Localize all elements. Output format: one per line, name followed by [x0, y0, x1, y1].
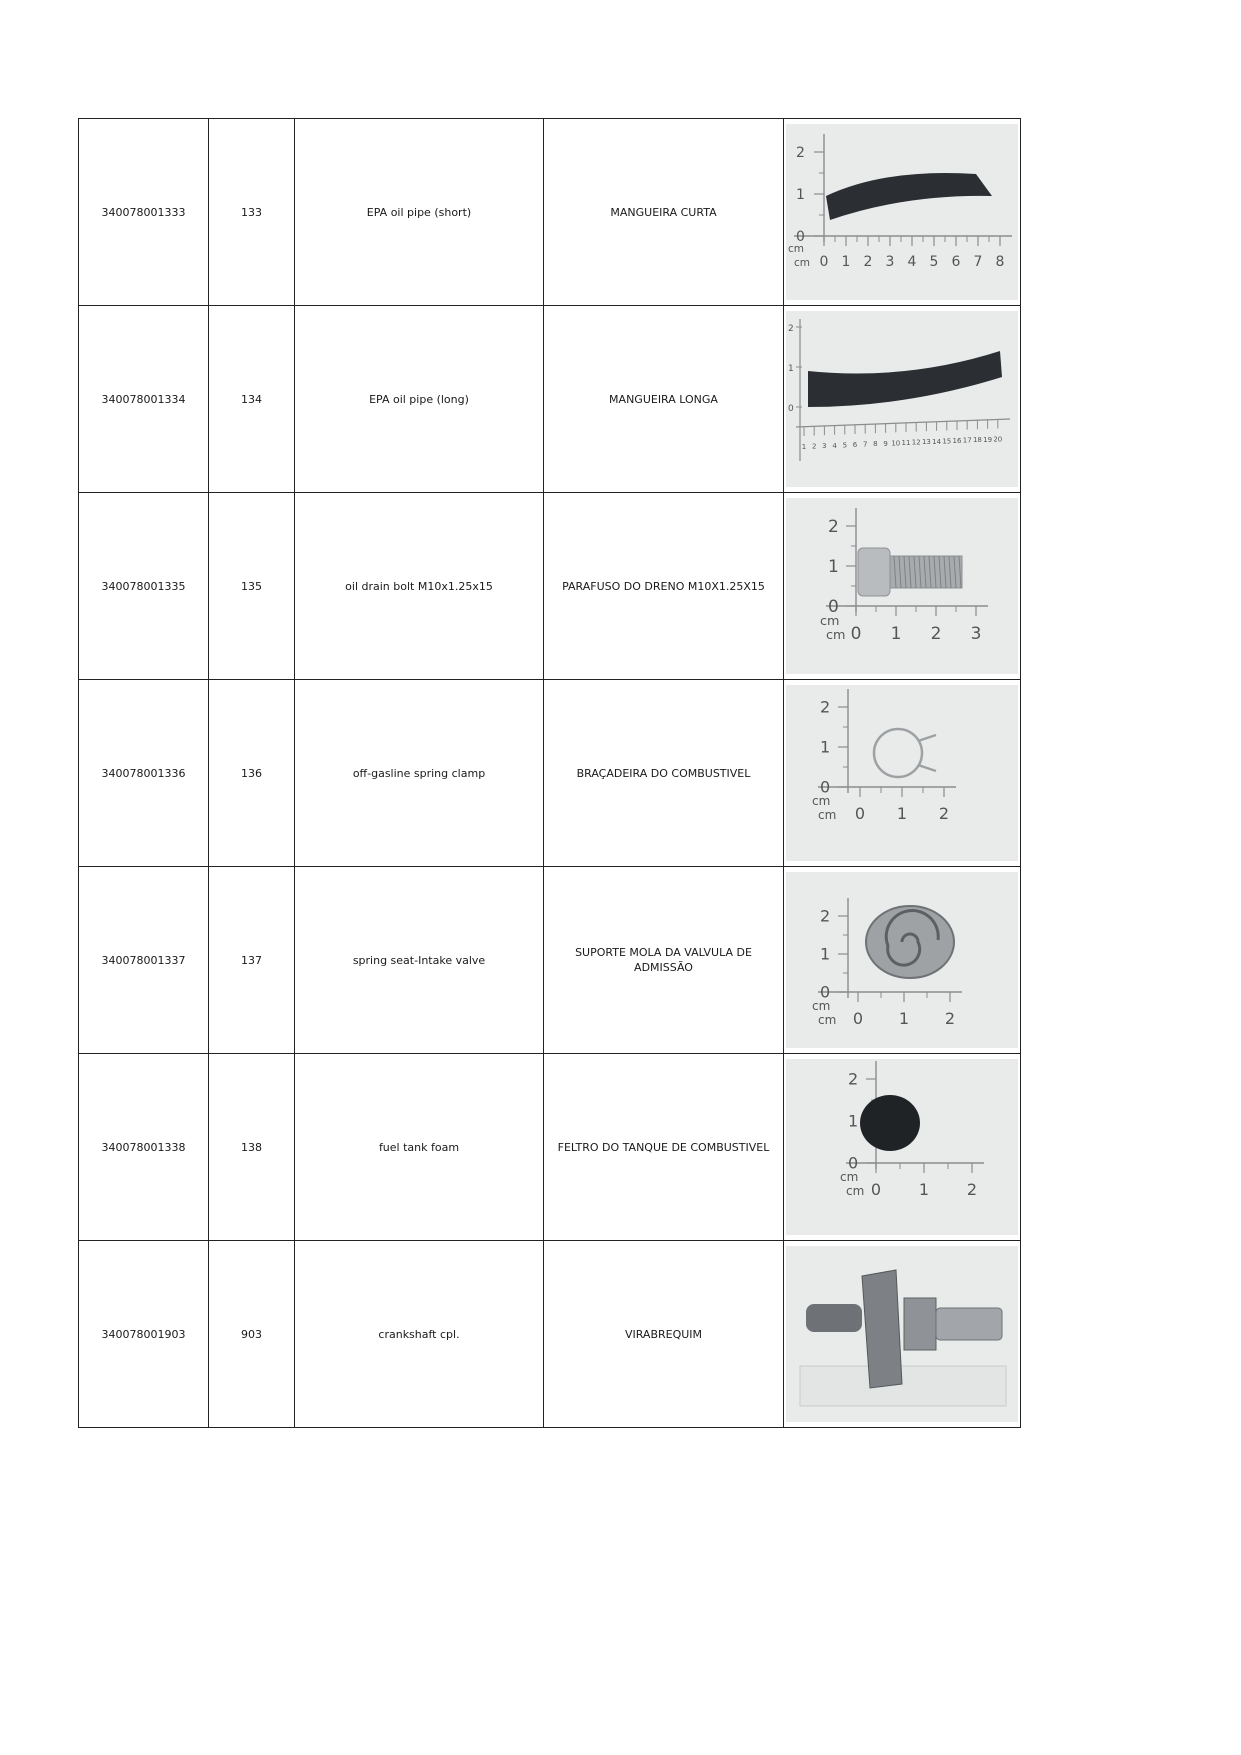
description-portuguese-cell: PARAFUSO DO DRENO M10X1.25X15: [544, 493, 784, 680]
part-number-cell: 340078001337: [79, 867, 209, 1054]
reference-number-cell: 903: [209, 1241, 295, 1428]
scale-bottom-label: 8: [873, 440, 878, 449]
part-photo-hose-long: [786, 311, 1018, 487]
scale-side-label: 2: [788, 324, 794, 334]
scale-bottom-label: 1: [841, 254, 851, 270]
bolt-head-image: [858, 548, 890, 596]
scale-bottom-label: 0: [852, 1009, 864, 1028]
scale-bottom-label: 0: [850, 624, 862, 644]
reference-number-cell: 133: [209, 119, 295, 306]
scale-bottom-label: 2: [938, 804, 950, 823]
scale-unit-label: cm: [812, 999, 831, 1013]
table-row: [79, 1241, 1021, 1428]
part-number-cell: 340078001335: [79, 493, 209, 680]
scale-bottom-label: 1: [896, 804, 908, 823]
part-number-cell: 340078001333: [79, 119, 209, 306]
scale-bottom-label: 2: [966, 1180, 978, 1199]
scale-unit-label: cm: [812, 794, 831, 808]
scale-bottom-label: 2: [944, 1009, 956, 1028]
scale-side-label: 0: [796, 229, 805, 245]
photo-grid-paper: [800, 1366, 1006, 1406]
scale-bottom-label: 5: [842, 441, 848, 450]
part-number-cell: 340078001336: [79, 680, 209, 867]
reference-number-cell: 138: [209, 1054, 295, 1241]
scale-side-label: 0: [788, 404, 794, 414]
scale-bottom-label: 0: [870, 1180, 882, 1199]
scale-unit-label: cm: [820, 614, 840, 629]
part-photo-cell: [784, 119, 1021, 306]
scale-unit-label: cm: [794, 257, 811, 269]
scale-bottom-label: 13: [921, 438, 931, 447]
scale-bottom-label: 12: [911, 438, 921, 447]
scale-bottom-label: 1: [898, 1009, 910, 1028]
scale-unit-label: cm: [840, 1170, 859, 1184]
scale-unit-label: cm: [818, 1013, 837, 1027]
photo-background: [786, 124, 1018, 300]
description-portuguese-cell: BRAÇADEIRA DO COMBUSTIVEL: [544, 680, 784, 867]
scale-bottom-label: 1: [918, 1180, 930, 1199]
scale-bottom-label: 4: [832, 441, 837, 450]
part-photo-foam: [786, 1059, 1018, 1235]
description-english-cell: oil drain bolt M10x1.25x15: [295, 493, 544, 680]
scale-bottom-label: 18: [972, 436, 982, 445]
scale-bottom-label: 10: [891, 439, 901, 448]
part-photo-cell: [784, 1241, 1021, 1428]
scale-bottom-label: 7: [862, 440, 868, 449]
scale-bottom-label: 1: [890, 624, 902, 644]
scale-bottom-label: 8: [995, 254, 1005, 270]
scale-bottom-label: 17: [962, 436, 972, 445]
crankshaft-shaft-left: [806, 1304, 862, 1332]
part-photo-clamp: [786, 685, 1018, 861]
table-row: [79, 493, 1021, 680]
scale-bottom-label: 15: [942, 437, 952, 446]
description-english-cell: off-gasline spring clamp: [295, 680, 544, 867]
scale-bottom-label: 0: [819, 254, 829, 270]
description-portuguese-cell: FELTRO DO TANQUE DE COMBUSTIVEL: [544, 1054, 784, 1241]
description-english-cell: crankshaft cpl.: [295, 1241, 544, 1428]
scale-bottom-label: 16: [952, 437, 962, 445]
part-photo-crankshaft: [786, 1246, 1018, 1422]
scale-side-label: 1: [828, 557, 839, 578]
scale-bottom-label: 3: [822, 442, 827, 451]
scale-side-label: 0: [848, 1153, 859, 1173]
part-photo-hose-short: [786, 124, 1018, 300]
scale-side-label: 2: [796, 145, 805, 161]
scale-bottom-label: 5: [929, 254, 939, 270]
description-english-cell: EPA oil pipe (short): [295, 119, 544, 306]
parts-table: [78, 118, 1021, 1428]
part-photo-spring-seat: [786, 872, 1018, 1048]
scale-unit-label: cm: [826, 628, 846, 643]
scale-bottom-label: 7: [973, 254, 983, 270]
part-photo-cell: [784, 1054, 1021, 1241]
part-number-cell: 340078001903: [79, 1241, 209, 1428]
reference-number-cell: 134: [209, 306, 295, 493]
part-number-cell: 340078001334: [79, 306, 209, 493]
parts-table-body: [79, 119, 1021, 1428]
scale-bottom-label: 11: [901, 439, 911, 447]
scale-bottom-label: 1: [801, 443, 807, 451]
scale-side-label: 0: [820, 777, 831, 797]
scale-bottom-label: 2: [811, 442, 817, 451]
fuel-tank-foam-image: [860, 1095, 920, 1151]
scale-bottom-label: 4: [907, 254, 917, 270]
scale-side-label: 1: [788, 364, 794, 374]
description-english-cell: spring seat-Intake valve: [295, 867, 544, 1054]
crankshaft-shaft-right: [936, 1308, 1002, 1340]
part-photo-cell: [784, 867, 1021, 1054]
scale-bottom-label: 6: [951, 254, 961, 270]
table-row: [79, 306, 1021, 493]
scale-unit-label: cm: [846, 1184, 865, 1198]
scale-bottom-label: 2: [930, 624, 942, 644]
scale-bottom-label: 0: [854, 804, 866, 823]
scale-bottom-label: 9: [883, 439, 888, 448]
scale-unit-label: cm: [818, 808, 837, 822]
table-row: [79, 680, 1021, 867]
part-photo-cell: [784, 680, 1021, 867]
spring-seat-image: [866, 906, 954, 978]
scale-side-label: 1: [820, 737, 831, 757]
scale-bottom-label: 3: [885, 254, 895, 270]
scale-side-label: 2: [828, 517, 839, 538]
table-row: [79, 867, 1021, 1054]
scale-side-label: 2: [820, 906, 831, 926]
description-english-cell: EPA oil pipe (long): [295, 306, 544, 493]
part-photo-bolt: [786, 498, 1018, 674]
scale-side-label: 2: [848, 1069, 859, 1089]
scale-side-label: 1: [796, 187, 805, 203]
reference-number-cell: 135: [209, 493, 295, 680]
scale-bottom-label: 19: [983, 435, 993, 444]
reference-number-cell: 136: [209, 680, 295, 867]
scale-bottom-label: 6: [852, 441, 858, 449]
description-english-cell: fuel tank foam: [295, 1054, 544, 1241]
scale-side-label: 1: [848, 1111, 859, 1131]
scale-bottom-label: 2: [863, 254, 873, 270]
scale-bottom-label: 3: [970, 624, 982, 644]
scale-side-label: 1: [820, 944, 831, 964]
crankshaft-gear-image: [904, 1298, 936, 1350]
scale-side-label: 0: [820, 982, 831, 1002]
scale-bottom-label: 14: [932, 437, 942, 446]
part-number-cell: 340078001338: [79, 1054, 209, 1241]
scale-bottom-label: 20: [993, 435, 1003, 444]
reference-number-cell: 137: [209, 867, 295, 1054]
description-portuguese-cell: SUPORTE MOLA DA VALVULA DE ADMISSÃO: [544, 867, 784, 1054]
description-portuguese-cell: VIRABREQUIM: [544, 1241, 784, 1428]
scale-unit-label: cm: [788, 243, 805, 255]
scale-side-label: 0: [828, 597, 839, 618]
part-photo-cell: [784, 493, 1021, 680]
part-photo-cell: [784, 306, 1021, 493]
description-portuguese-cell: MANGUEIRA LONGA: [544, 306, 784, 493]
description-portuguese-cell: MANGUEIRA CURTA: [544, 119, 784, 306]
table-row: [79, 1054, 1021, 1241]
table-row: [79, 119, 1021, 306]
scale-side-label: 2: [820, 697, 831, 717]
